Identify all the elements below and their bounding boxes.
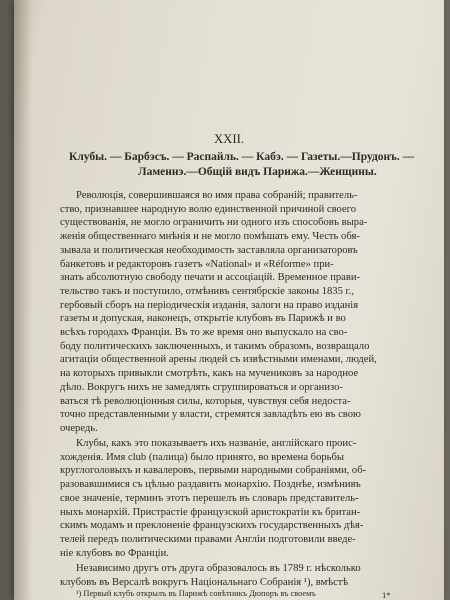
page-signature: 1* <box>382 590 391 600</box>
p2-line-6: ныхъ монархій. Пристрастіе французской аристократіи къ британ- <box>60 506 361 518</box>
footnote: ¹) Первый клубъ открылъ въ Парижѣ совѣтникъ Дюпоръ въ своемъ <box>76 589 316 598</box>
p1-line-11: всѣхъ городахъ Франціи. Въ то же время оно выпускало на сво- <box>60 327 348 338</box>
p2-line-1: Клубы, какъ это показываетъ ихъ названіе, англійскаго проис- <box>76 438 357 449</box>
p1-line-18: очередь. <box>60 422 98 434</box>
p1-line-5: зывала и политическая необходимость заставляла организаторовъ <box>60 244 358 256</box>
p2-line-3: круглоголовыхъ и кавалеровъ, первыми народными собраніями, об- <box>60 465 367 477</box>
chapter-number: XXII. <box>213 132 245 146</box>
book-page <box>14 0 444 600</box>
p1-line-9: гербовый сборъ на періодическія изданія, залоги на право изданія <box>60 299 359 311</box>
p2-line-2: хожденія. Имя club (палица) было принято, во времена борьбы <box>60 451 345 463</box>
p1-line-1: Революція, совершившаяся во имя права собраній; правитель- <box>76 190 358 201</box>
p2-line-5: свое значеніе, терминъ этотъ перешелъ въ словарь представитель- <box>60 492 359 504</box>
chapter-subtitle-line-2: Ламеннэ.—Общій видъ Парижа.—Женщины. <box>138 166 377 178</box>
p1-line-6: банкетовъ и редакторовъ газетъ «National» и «Réforme» при- <box>60 258 334 270</box>
p1-line-3: существованія, не могло ограничить ни одного изъ способовъ выра- <box>60 217 368 229</box>
p3-line-1: Независимо другъ отъ друга образовалось въ 1789 г. нѣсколько <box>76 563 361 574</box>
p1-line-16: ваться тѣ революціонныя силы, которыя, чувствуя себя недоста- <box>60 395 351 407</box>
p1-line-14: на которыхъ привыкли смотрѣть, какъ на мучениковъ за народное <box>60 368 359 380</box>
p1-line-10: газеты и допуская, наконецъ, открытіе клубовъ въ Парижѣ и во <box>60 313 346 325</box>
p1-line-17: точно представленными у власти, стремятся завладѣть ею въ свою <box>60 409 361 421</box>
p1-line-8: тельство такъ и поступило, отмѣнивъ сентябрскіе законы 1835 г., <box>60 285 354 297</box>
p1-line-12: боду политическихъ заключенныхъ, и такимъ образомъ, возвращало <box>60 340 370 352</box>
p2-line-7: скимъ модамъ и преклоненіе французскихъ государственныхъ дѣя- <box>60 520 364 532</box>
p1-line-7: знать абсолютную свободу печати и ассоціацій. Временное прави- <box>60 272 361 284</box>
chapter-subtitle-line-1: Клубы. — Барбэсъ. — Распайль. — Кабэ. — Газеты.—Прудонъ. — <box>69 151 415 163</box>
p2-line-9: ніе клубовъ во Франціи. <box>60 547 169 559</box>
p1-line-13: агитаціи общественной арены людей съ извѣстными именами, людей, <box>60 354 377 366</box>
p2-line-4: разовавшимися съ цѣлью раздавить монархію. Позднѣе, измѣнивъ <box>60 479 361 491</box>
p1-line-15: дѣло. Вокругъ нихъ не замедлять сгруппироваться и организо- <box>60 381 343 393</box>
p3-line-2: клубовъ въ Версалѣ вокругъ Національнаго Собранія ¹), вмѣстѣ <box>60 576 349 588</box>
p1-line-2: ство, признавшее народную волю единственной причиной своего <box>60 203 357 215</box>
p1-line-4: женія общественнаго мнѣнія и не могло помѣшать ему. Честь обя- <box>60 231 360 243</box>
p2-line-8: телей передъ политическими правами Англіи подготовили введе- <box>60 533 356 545</box>
